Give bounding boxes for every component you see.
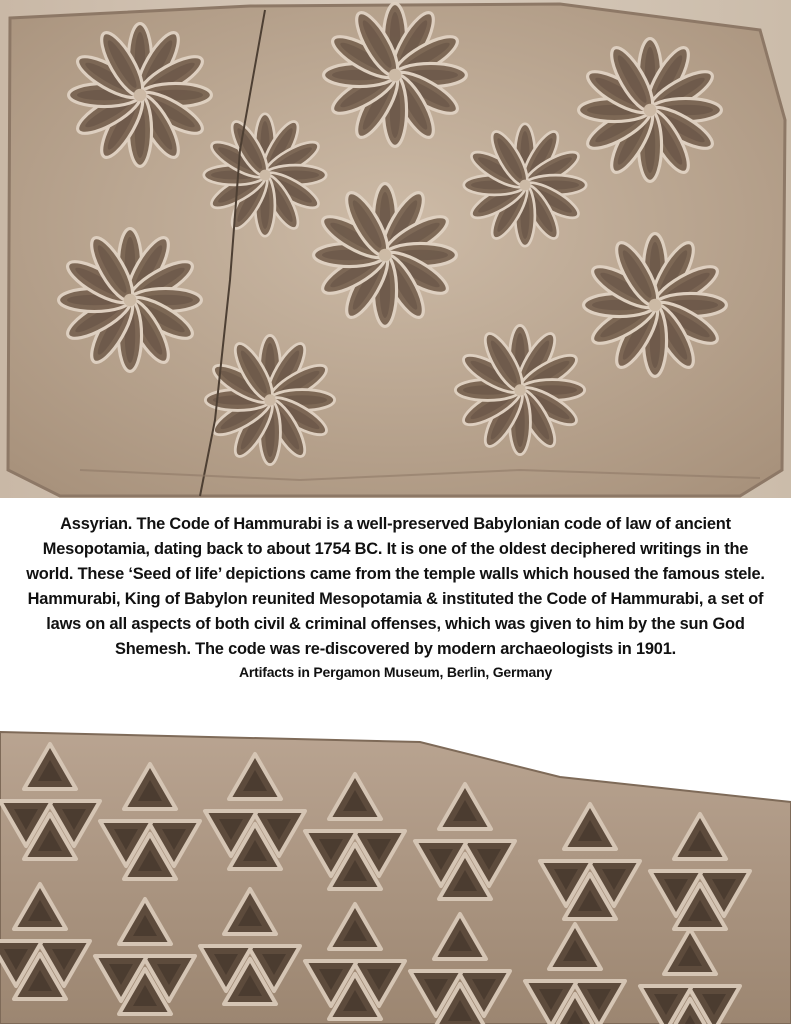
triangle-relief-image bbox=[0, 722, 791, 1024]
caption-panel bbox=[0, 498, 791, 722]
caption-text: Assyrian. The Code of Hammurabi is a well-preserved Babylonian code of law of ancient Mesopotamia, dating back to about 1754 BC. It is one of the oldest deciphered writings in the world. These ‘Seed of life’ depictions came from the temple walls which housed the famous stele. Hammurabi, King of Babylon reunited Mesopotamia & instituted the Code of Hammurabi, a set of laws on all aspects of both civil & criminal offenses, which was given to him by the sun God Shemesh. The code was re-discovered by modern archaeologists in 1901. bbox=[26, 515, 765, 658]
caption-credit: Artifacts in Pergamon Museum, Berlin, Germany bbox=[238, 664, 553, 680]
seed-of-life-relief-image bbox=[0, 0, 791, 498]
bottom-relief-photo bbox=[0, 722, 791, 1024]
top-relief-photo bbox=[0, 0, 791, 498]
